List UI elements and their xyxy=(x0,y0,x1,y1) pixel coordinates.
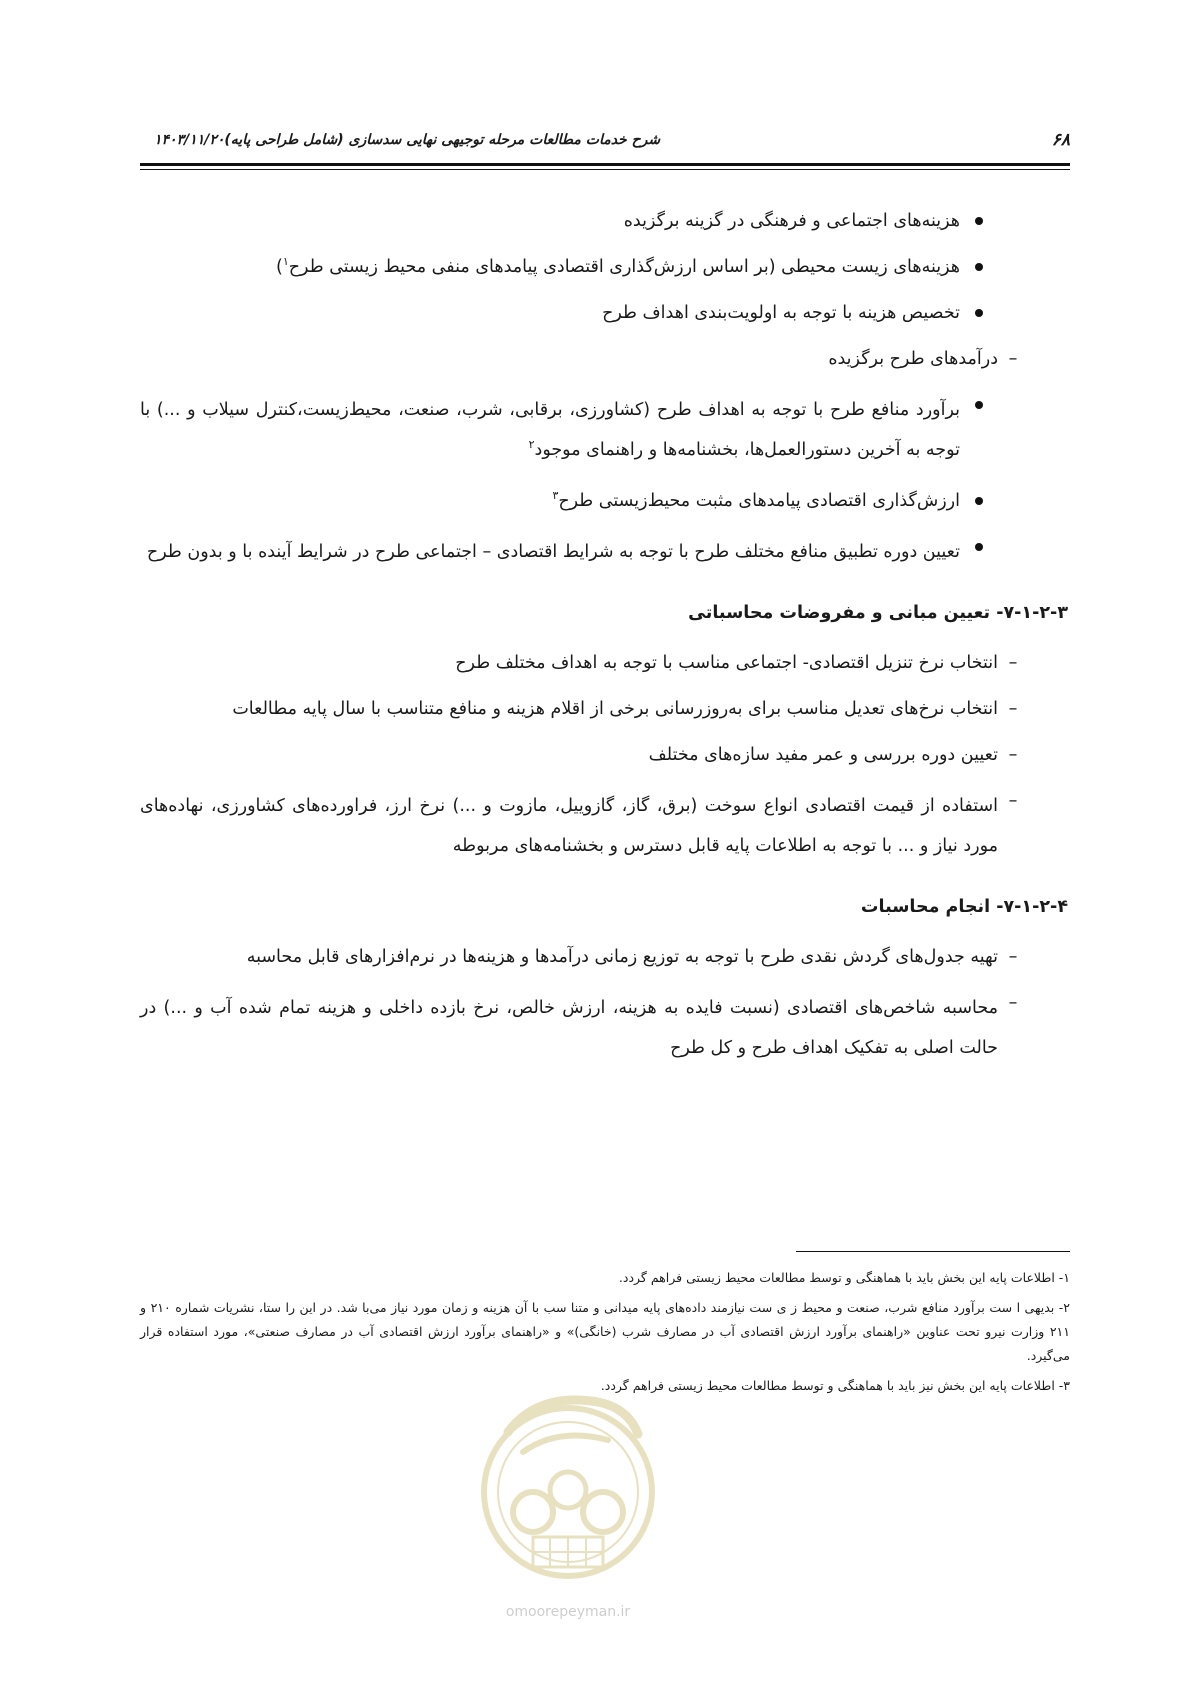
bullet-icon xyxy=(968,532,990,562)
list-item xyxy=(140,206,1070,236)
dash-icon: – xyxy=(1008,699,1018,719)
section-heading: ۷-۱-۲-۳- تعیین مبانی و مفروضات محاسباتی xyxy=(688,603,1068,623)
header-rule-thin xyxy=(140,169,1070,170)
document-date: ۱۴۰۳/۱۱/۲۰ xyxy=(154,132,225,148)
footnote-separator xyxy=(796,1251,1070,1252)
footnote: ۳- اطلاعات پایه این بخش نیز باید با هماهنگی و توسط مطالعات محیط زیستی فراهم گردد. xyxy=(600,1378,1070,1393)
list-item xyxy=(140,942,1070,972)
dash-icon: – xyxy=(1008,791,1018,811)
list-item xyxy=(140,648,1070,678)
footnote-ref[interactable]: ۲ xyxy=(528,438,535,452)
list-item-text: استفاده از قیمت اقتصادی انواع سوخت (برق، گاز، گازوییل، مازوت و ...) نرخ ارز، فراورده‌های کشاورزی، نهاده‌های مورد نیاز و ... با توجه به اطلاعات پایه قابل دسترس و بخشنامه‌های مربوطه xyxy=(140,796,998,856)
list-item xyxy=(140,252,1070,282)
list-item xyxy=(140,344,1070,374)
list-item xyxy=(140,532,1070,572)
dash-icon: – xyxy=(1008,349,1018,369)
list-item-text: درآمدهای طرح برگزیده xyxy=(828,349,998,369)
list-item-text: هزینه‌های زیست محیطی (بر اساس ارزش‌گذاری اقتصادی پیامدهای منفی محیط زیستی طرح$^۱$) xyxy=(276,255,960,277)
list-item-text: تخصیص هزینه با توجه به اولویت‌بندی اهداف طرح xyxy=(602,303,960,323)
page-number: ۶۸ xyxy=(1051,130,1070,150)
bullet-icon xyxy=(968,390,990,420)
header-rule-thick xyxy=(140,163,1070,166)
footnote-ref[interactable]: ۱ xyxy=(282,255,289,269)
footnote: ۱- اطلاعات پایه این بخش باید با هماهنگی و توسط مطالعات محیط زیستی فراهم گردد. xyxy=(618,1270,1070,1285)
list-item-text: هزینه‌های اجتماعی و فرهنگی در گزینه برگزیده xyxy=(623,211,960,231)
footnote-ref[interactable]: ۳ xyxy=(552,489,559,503)
list-item-text: تعیین دوره تطبیق منافع مختلف طرح با توجه به شرایط اقتصادی – اجتماعی طرح در شرایط آینده با و بدون طرح xyxy=(146,542,960,562)
list-item xyxy=(140,390,1070,470)
list-item-text: محاسبه شاخص‌های اقتصادی (نسبت فایده به هزینه، ارزش خالص، نرخ بازده داخلی و هزینه تمام شده آب و ...) در حالت اصلی به تفکیک اهداف طرح و کل طرح xyxy=(140,998,998,1058)
bullet-icon xyxy=(968,252,990,282)
list-item-text: تعیین دوره بررسی و عمر مفید سازه‌های مختلف xyxy=(648,745,998,765)
list-item xyxy=(140,298,1070,328)
list-item xyxy=(140,740,1070,770)
list-item xyxy=(140,694,1070,724)
bullet-icon xyxy=(968,298,990,328)
document-body xyxy=(140,206,1070,1090)
watermark-seal-icon xyxy=(478,1372,658,1602)
bullet-icon xyxy=(968,486,990,516)
watermark-url: omoorepeyman.ir xyxy=(505,1604,631,1620)
dash-icon: – xyxy=(1008,653,1018,673)
list-item xyxy=(140,786,1070,866)
list-item-text: انتخاب نرخ‌های تعدیل مناسب برای به‌روزرسانی برخی از اقلام هزینه و منافع متناسب با سال پایه مطالعات xyxy=(232,699,998,719)
document-title: شرح خدمات مطالعات مرحله توجیهی نهایی سدسازی (شامل طراحی پایه) xyxy=(224,132,661,148)
list-item-text: برآورد منافع طرح با توجه به اهداف طرح (کشاورزی، برقابی، شرب، صنعت، محیط‌زیست،کنترل سیلاب و ...) با توجه به آخرین دستورالعمل‌ها، بخشنامه‌ها و راهنمای موجود$^۲$ xyxy=(140,400,960,460)
dash-icon: – xyxy=(1008,993,1018,1013)
list-item-text: تهیه جدول‌های گردش نقدی طرح با توجه به توزیع زمانی درآمدها و هزینه‌ها در نرم‌افزارهای قابل محاسبه xyxy=(246,947,998,967)
section-heading: ۷-۱-۲-۴- انجام محاسبات xyxy=(860,897,1068,917)
page-header xyxy=(140,128,1070,162)
list-item-text: ارزش‌گذاری اقتصادی پیامدهای مثبت محیط‌زیستی طرح$^۳$ xyxy=(552,489,960,511)
dash-icon: – xyxy=(1008,745,1018,765)
list-item-text: انتخاب نرخ تنزیل اقتصادی- اجتماعی مناسب با توجه به اهداف مختلف طرح xyxy=(455,653,998,673)
running-title xyxy=(140,132,660,148)
watermark-logo xyxy=(478,1372,658,1632)
dash-icon: – xyxy=(1008,947,1018,967)
list-item xyxy=(140,486,1070,516)
footnote: ۲- بدیهی ا ست برآورد منافع شرب، صنعت و محیط ز ی ست نیازمند داده‌های پایه میدانی و متنا سب با آن هزینه و زمان مورد نیاز می‌با شد. در این را ستا، نشریات شماره ۲۱۰ و ۲۱۱ وزارت نیرو تحت عناوین «راهنمای برآورد ارزش اقتصادی آب در مصارف شرب (خانگی)» و «راهنمای برآورد ارزش اقتصادی آب در مصارف صنعتی»، مورد استفاده قرار می‌گیرد. xyxy=(140,1300,1071,1363)
bullet-icon xyxy=(968,206,990,236)
list-item xyxy=(140,988,1070,1068)
